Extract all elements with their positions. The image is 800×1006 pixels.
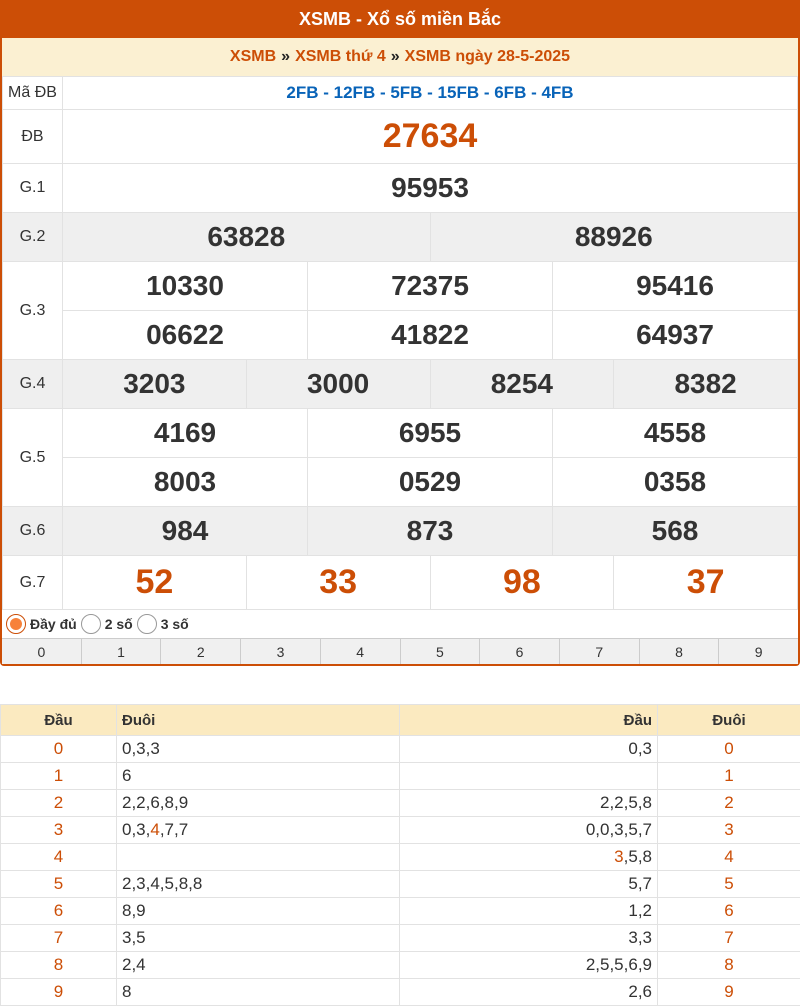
loto-head-values <box>400 979 658 1006</box>
loto-row <box>1 871 800 898</box>
loto-tail-values <box>117 925 400 952</box>
digit-filter-1[interactable]: 1 <box>82 639 162 664</box>
loto-tail-digit: 3 <box>658 817 800 844</box>
prize-g2-value: 63828 <box>63 213 431 262</box>
loto-tail-digit: 2 <box>658 790 800 817</box>
loto-row <box>1 952 800 979</box>
radio-three-digits[interactable] <box>137 614 157 634</box>
loto-digits: 2,2,6,8,9 <box>122 793 189 812</box>
loto-digits: ,5,8 <box>623 847 652 866</box>
prize-g4-value: 3000 <box>246 360 430 409</box>
prize-g4-value: 8254 <box>430 360 614 409</box>
radio-two-digits[interactable] <box>81 614 101 634</box>
prize-label-g6: G.6 <box>3 507 63 556</box>
loto-tail-values <box>117 979 400 1006</box>
loto-tail-values <box>117 898 400 925</box>
loto-tail-values <box>117 817 400 844</box>
loto-digits: 3,3 <box>628 928 652 947</box>
prize-label-g1: G.1 <box>3 164 63 213</box>
prize-label-g7: G.7 <box>3 556 63 610</box>
prize-g3-value: 06622 <box>63 311 308 360</box>
digit-filter-7[interactable]: 7 <box>560 639 640 664</box>
loto-tail-digit: 8 <box>658 952 800 979</box>
digit-filter-5[interactable]: 5 <box>401 639 481 664</box>
loto-digits: ,7,7 <box>159 820 189 839</box>
prize-g3-value: 41822 <box>308 311 553 360</box>
prize-label-g2: G.2 <box>3 213 63 262</box>
prize-g2-value: 88926 <box>430 213 798 262</box>
option-full[interactable] <box>6 614 77 634</box>
loto-head-values <box>400 952 658 979</box>
loto-tail-values <box>117 763 400 790</box>
loto-head-values <box>400 763 658 790</box>
prize-g4-value: 8382 <box>614 360 798 409</box>
digit-filter-2[interactable]: 2 <box>161 639 241 664</box>
loto-head-values <box>400 898 658 925</box>
radio-full[interactable] <box>6 614 26 634</box>
loto-head-values <box>400 844 658 871</box>
page-title: XSMB - Xổ số miền Bắc <box>2 0 798 38</box>
loto-head-digit: 6 <box>1 898 117 925</box>
loto-tail-values <box>117 871 400 898</box>
prize-label-db: ĐB <box>3 110 63 164</box>
breadcrumb-separator: » <box>390 48 400 65</box>
loto-head-digit: 5 <box>1 871 117 898</box>
loto-tail-values <box>117 736 400 763</box>
loto-highlight: 4 <box>150 820 160 839</box>
loto-tail-digit: 4 <box>658 844 800 871</box>
prize-g5-value: 6955 <box>308 409 553 458</box>
loto-head-values <box>400 736 658 763</box>
option-two-digits-label: 2 số <box>104 616 133 632</box>
digit-filter-8[interactable]: 8 <box>640 639 720 664</box>
loto-body <box>1 736 800 1006</box>
loto-digits: 2,6 <box>628 982 652 1001</box>
prize-g5-value: 4558 <box>553 409 798 458</box>
loto-row <box>1 790 800 817</box>
prize-g7-value: 37 <box>614 556 798 610</box>
loto-digits: 5,7 <box>628 874 652 893</box>
breadcrumb <box>2 38 798 76</box>
loto-row <box>1 925 800 952</box>
loto-head-digit: 0 <box>1 736 117 763</box>
prize-g3-value: 10330 <box>63 262 308 311</box>
loto-row <box>1 844 800 871</box>
loto-row <box>1 736 800 763</box>
loto-header-dau: Đầu <box>400 705 658 736</box>
loto-tail-digit: 1 <box>658 763 800 790</box>
loto-digits: 0,3, <box>122 820 151 839</box>
digit-filter-9[interactable]: 9 <box>754 643 763 660</box>
special-codes: 2FB - 12FB - 5FB - 15FB - 6FB - 4FB <box>63 77 798 110</box>
loto-tail-digit: 5 <box>658 871 800 898</box>
loto-head-digit: 4 <box>1 844 117 871</box>
option-three-digits-label: 3 số <box>160 616 189 632</box>
prize-g1: 95953 <box>63 164 798 213</box>
prize-g7-value: 33 <box>246 556 430 610</box>
loto-head-digit: 2 <box>1 790 117 817</box>
loto-header-duoi: Đuôi <box>658 705 800 736</box>
prize-g3-value: 64937 <box>553 311 798 360</box>
option-two-digits[interactable] <box>81 614 133 634</box>
option-full-label: Đầy đủ <box>30 616 77 632</box>
prize-g5-value: 0529 <box>308 458 553 507</box>
loto-digits: 0,3 <box>628 739 652 758</box>
prize-g7-value: 98 <box>430 556 614 610</box>
loto-digits: 6 <box>122 766 132 785</box>
breadcrumb-xsmb-link[interactable]: XSMB <box>229 48 277 65</box>
loto-digits: 2,5,5,6,9 <box>585 955 652 974</box>
loto-tail-values <box>117 952 400 979</box>
code-label: Mã ĐB <box>3 77 63 110</box>
loto-digits: 8 <box>122 982 132 1001</box>
prize-g5-value: 0358 <box>553 458 798 507</box>
prize-g7-value: 52 <box>63 556 247 610</box>
results-table <box>2 76 798 610</box>
loto-digits: 8,9 <box>122 901 146 920</box>
prize-label-g4: G.4 <box>3 360 63 409</box>
loto-head-digit: 8 <box>1 952 117 979</box>
loto-row <box>1 898 800 925</box>
loto-highlight: 3 <box>614 847 624 866</box>
loto-row <box>1 979 800 1006</box>
breadcrumb-separator: » <box>281 48 291 65</box>
prize-g5-value: 4169 <box>63 409 308 458</box>
prize-g6-value: 984 <box>63 507 308 556</box>
loto-digits: 0,0,3,5,7 <box>585 820 652 839</box>
option-three-digits[interactable] <box>137 614 189 634</box>
breadcrumb-weekday-link[interactable]: XSMB thứ 4 <box>295 48 386 65</box>
digit-filter-4[interactable]: 4 <box>321 639 401 664</box>
prize-label-g3: G.3 <box>3 262 63 360</box>
digit-filter-0[interactable]: 0 <box>2 639 82 664</box>
loto-head-digit: 7 <box>1 925 117 952</box>
loto-digits: 0,3,3 <box>122 739 160 758</box>
display-options <box>2 610 798 638</box>
loto-tail-digit: 9 <box>658 979 800 1006</box>
prize-g6-value: 568 <box>553 507 798 556</box>
loto-head-values <box>400 871 658 898</box>
loto-table <box>0 704 800 1006</box>
loto-digits: 1,2 <box>628 901 652 920</box>
loto-digits: 2,2,5,8 <box>600 793 652 812</box>
digit-filter-3[interactable]: 3 <box>241 639 321 664</box>
loto-tail-values <box>117 790 400 817</box>
loto-tail-digit: 0 <box>658 736 800 763</box>
loto-head-values <box>400 817 658 844</box>
loto-digits: 2,3,4,5,8,8 <box>122 874 203 893</box>
prize-g3-value: 72375 <box>308 262 553 311</box>
loto-header-duoi: Đuôi <box>117 705 400 736</box>
loto-tail-values <box>117 844 400 871</box>
digit-filter-bar <box>2 638 798 664</box>
loto-head-digit: 9 <box>1 979 117 1006</box>
breadcrumb-date-link[interactable]: XSMB ngày 28-5-2025 <box>404 48 571 65</box>
prize-g3-value: 95416 <box>553 262 798 311</box>
digit-filter-6[interactable]: 6 <box>480 639 560 664</box>
prize-label-g5: G.5 <box>3 409 63 507</box>
loto-header-dau: Đầu <box>1 705 117 736</box>
loto-row <box>1 817 800 844</box>
loto-digits: 3,5 <box>122 928 146 947</box>
prize-g4-value: 3203 <box>63 360 247 409</box>
loto-tail-digit: 7 <box>658 925 800 952</box>
loto-head-values <box>400 925 658 952</box>
special-prize: 27634 <box>63 110 798 164</box>
loto-head-digit: 3 <box>1 817 117 844</box>
loto-head-digit: 1 <box>1 763 117 790</box>
loto-digits: 2,4 <box>122 955 146 974</box>
loto-row <box>1 763 800 790</box>
prize-g5-value: 8003 <box>63 458 308 507</box>
loto-head-values <box>400 790 658 817</box>
prize-g6-value: 873 <box>308 507 553 556</box>
loto-tail-digit: 6 <box>658 898 800 925</box>
